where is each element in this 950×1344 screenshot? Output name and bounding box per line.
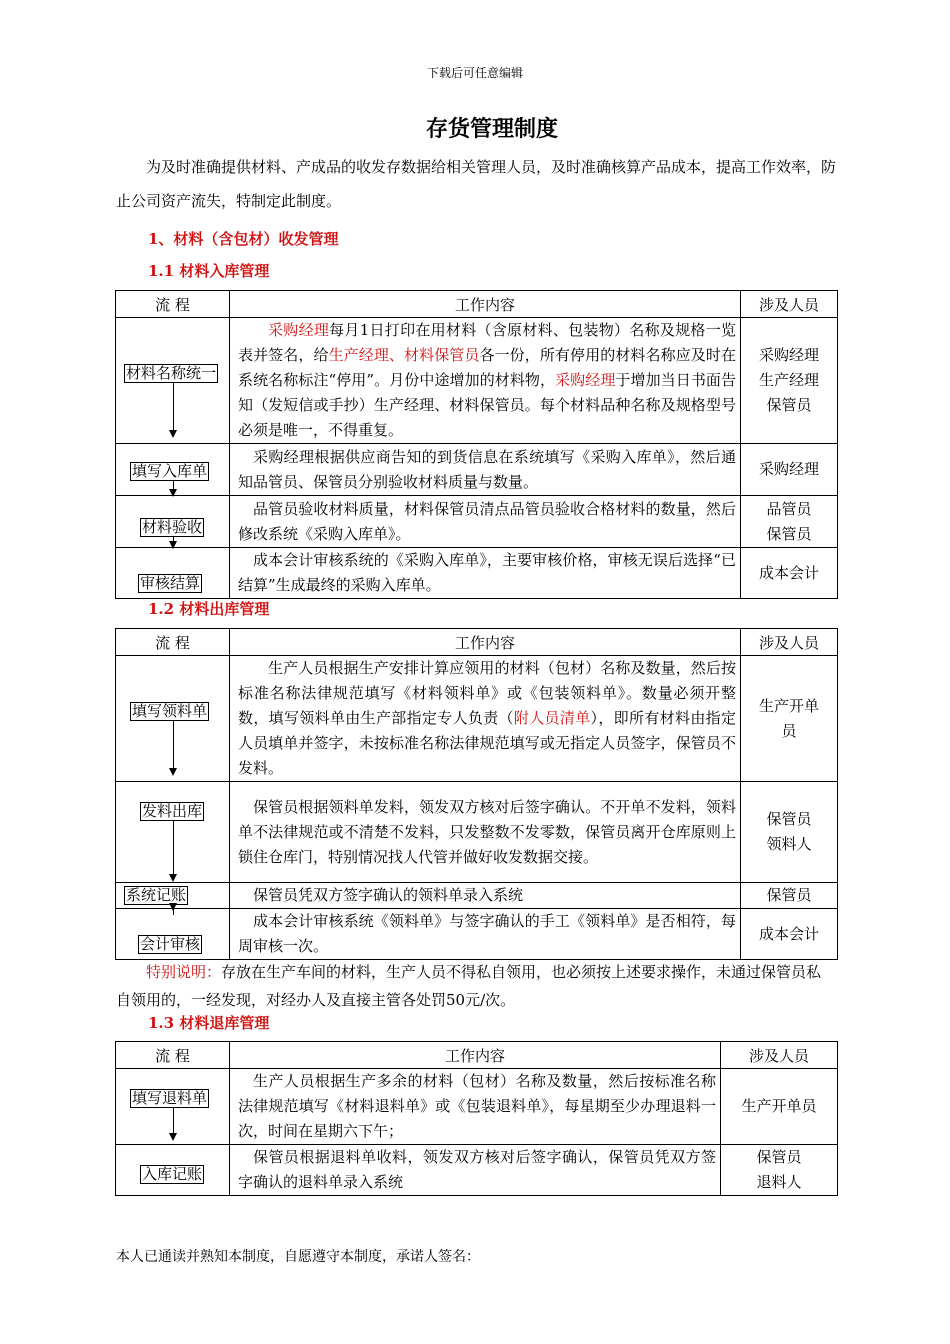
flow-cell <box>116 444 230 496</box>
content-text: 于增加当日书面告知（发短信或手抄）生产经理、材料保管员。每个材料品种名称及规格型号必须是唯一，不得重复。 <box>238 371 736 439</box>
people-cell <box>741 548 838 599</box>
col-header-people: 涉及人员 <box>741 629 838 656</box>
flow-cell <box>116 782 230 883</box>
flow-cell <box>116 883 230 909</box>
person: 保管员 <box>766 524 812 543</box>
people-cell <box>741 656 838 782</box>
arrow-down-icon <box>169 1133 177 1141</box>
table-row <box>116 318 838 444</box>
people-cell <box>741 318 838 444</box>
flow-cell <box>116 656 230 782</box>
person: 退料人 <box>756 1173 802 1191</box>
flow-connector <box>173 821 174 875</box>
flow-step-box: 填写退料单 <box>132 1089 208 1107</box>
highlight-text: 生产经理、材料保管员 <box>328 346 480 364</box>
content-cell <box>230 318 741 444</box>
arrow-down-icon <box>169 874 177 882</box>
flow-step-box: 审核结算 <box>140 574 201 592</box>
table-row <box>116 656 838 782</box>
content-cell <box>230 548 741 599</box>
content-cell <box>230 496 741 548</box>
highlight-text: 附人员清单 <box>513 709 591 727</box>
section-heading-1: 1、材料（含包材）收发管理 <box>148 230 339 248</box>
table-row <box>116 782 838 883</box>
content-text: 成本会计审核系统的《采购入库单》，主要审核价格，审核无误后选择“已结算”生成最终的采购入库单。 <box>238 551 736 594</box>
content-text: 各一份，所有停用的材料名称应及时在系统名称标注“停用”。月份中途增加的材料物， <box>238 346 736 389</box>
person: 生产经理 <box>758 371 819 389</box>
person: 成本会计 <box>758 924 819 943</box>
flow-cell <box>116 548 230 599</box>
person: 生产开单 <box>758 696 819 715</box>
subsection-heading-1-3: 1.3 材料退库管理 <box>148 1014 270 1032</box>
flow-step-box: 材料名称统一 <box>126 364 217 382</box>
table-row <box>116 1069 838 1145</box>
subsection-heading-1-2: 1.2 材料出库管理 <box>148 600 270 618</box>
person: 采购经理 <box>758 460 819 478</box>
col-header-flow: 流 程 <box>116 291 230 318</box>
flow-cell <box>116 1145 230 1196</box>
content-cell <box>230 782 741 883</box>
content-cell <box>230 1069 721 1145</box>
stock-out-table <box>115 628 838 960</box>
flow-cell <box>116 496 230 548</box>
table-row <box>116 883 838 909</box>
col-header-content: 工作内容 <box>230 629 741 656</box>
person: 领料人 <box>766 835 812 853</box>
content-text: 保管员根据领料单发料，领发双方核对后签字确认。不开单不发料，领料单不法律规范或不清楚不发料，只发整数不发零数，保管员离开仓库原则上锁住仓库门，特别情况找人代管并做好收发数据交接。 <box>238 797 736 866</box>
content-cell <box>230 909 741 960</box>
person: 品管员 <box>766 499 812 518</box>
signature-line: 本人已通读并熟知本制度，自愿遵守本制度，承诺人签名： <box>116 1249 480 1265</box>
content-text: 生产人员根据生产安排计算应领用的材料（包材）名称及数量，然后按标准名称法律规范填写《材料领料单》或《包装领料单》。数量必须开整数，填写领料单由生产部指定专人负责（ <box>238 659 736 727</box>
special-note <box>116 958 836 1014</box>
arrow-down-icon <box>169 768 177 776</box>
flow-step-box: 入库记账 <box>142 1165 203 1183</box>
col-header-people: 涉及人员 <box>741 291 838 318</box>
content-cell <box>230 1145 721 1196</box>
flow-connector <box>173 1108 174 1134</box>
flow-step-box: 系统记账 <box>126 886 187 904</box>
table-row <box>116 496 838 548</box>
flow-step-box: 填写领料单 <box>132 702 208 720</box>
content-cell <box>230 656 741 782</box>
col-header-content: 工作内容 <box>230 1042 721 1069</box>
stock-in-table <box>115 290 838 599</box>
table-row <box>116 548 838 599</box>
document-title: 存货管理制度 <box>425 116 558 142</box>
return-table <box>115 1041 838 1196</box>
highlight-text: 采购经理 <box>268 321 330 339</box>
intro-paragraph: 为及时准确提供材料、产成品的收发存数据给相关管理人员，及时准确核算产品成本，提高工作效率，防止公司资产流失，特制定此制度。 <box>116 158 837 210</box>
arrow-down-icon <box>169 430 177 438</box>
people-cell <box>741 909 838 960</box>
flow-step-box: 材料验收 <box>142 518 203 536</box>
person: 保管员 <box>766 810 812 828</box>
people-cell <box>741 782 838 883</box>
person: 成本会计 <box>758 563 819 582</box>
content-text: 保管员根据退料单收料，领发双方核对后签字确认，保管员凭双方签字确认的退料单录入系统 <box>238 1148 716 1191</box>
flow-connector <box>173 909 174 915</box>
col-header-flow: 流 程 <box>116 629 230 656</box>
flow-connector <box>173 721 174 769</box>
person: 保管员 <box>766 886 812 904</box>
table-row <box>116 444 838 496</box>
person: 生产开单员 <box>741 1097 817 1115</box>
col-header-content: 工作内容 <box>230 291 741 318</box>
flow-step-box: 填写入库单 <box>132 462 208 480</box>
people-cell <box>721 1069 838 1145</box>
content-text: 品管员验收材料质量，材料保管员清点品管员验收合格材料的数量，然后修改系统《采购入库单》。 <box>238 499 736 543</box>
person: 采购经理 <box>758 346 819 364</box>
content-cell <box>230 883 741 909</box>
col-header-people: 涉及人员 <box>721 1042 838 1069</box>
person: 员 <box>781 721 797 740</box>
person: 保管员 <box>766 396 812 414</box>
content-text: 保管员凭双方签字确认的领料单录入系统 <box>253 886 524 904</box>
table-row <box>116 1145 838 1196</box>
flow-step-box: 会计审核 <box>140 935 201 953</box>
special-note-text: 存放在生产车间的材料，生产人员不得私自领用，也必须按上述要求操作，未通过保管员私自领用的，一经发现，对经办人及直接主管各处罚50元/次。 <box>116 963 822 1009</box>
subsection-heading-1-1: 1.1 材料入库管理 <box>148 262 270 280</box>
flow-cell <box>116 318 230 444</box>
special-note-label: 特别说明： <box>146 963 222 981</box>
person: 保管员 <box>756 1148 802 1166</box>
content-text: ），即所有材料由指定人员填单并签字，未按标准名称法律规范填写或无指定人员签字，保管员不发料。 <box>238 709 736 777</box>
table-row <box>116 909 838 960</box>
content-text: 采购经理根据供应商告知的到货信息在系统填写《采购入库单》，然后通知品管员、保管员分别验收材料质量与数量。 <box>238 447 736 491</box>
people-cell <box>741 496 838 548</box>
content-cell <box>230 444 741 496</box>
content-text: 生产人员根据生产多余的材料（包材）名称及数量，然后按标准名称法律规范填写《材料退料单》或《包装退料单》，每星期至少办理退料一次，时间在星期六下午； <box>238 1072 716 1140</box>
content-text: 成本会计审核系统《领料单》与签字确认的手工《领料单》是否相符，每周审核一次。 <box>238 912 736 955</box>
flow-cell <box>116 909 230 960</box>
people-cell <box>741 444 838 496</box>
people-cell <box>741 883 838 909</box>
header-note: 下载后可任意编辑 <box>426 66 523 80</box>
col-header-flow: 流 程 <box>116 1042 230 1069</box>
flow-step-box: 发料出库 <box>142 802 203 820</box>
flow-connector <box>173 383 174 431</box>
flow-cell <box>116 1069 230 1145</box>
content-text: 每月1日打印在用材料（含原材料、包装物）名称及规格一览表并签名，给 <box>238 321 736 364</box>
people-cell <box>721 1145 838 1196</box>
highlight-text: 采购经理 <box>555 371 616 389</box>
